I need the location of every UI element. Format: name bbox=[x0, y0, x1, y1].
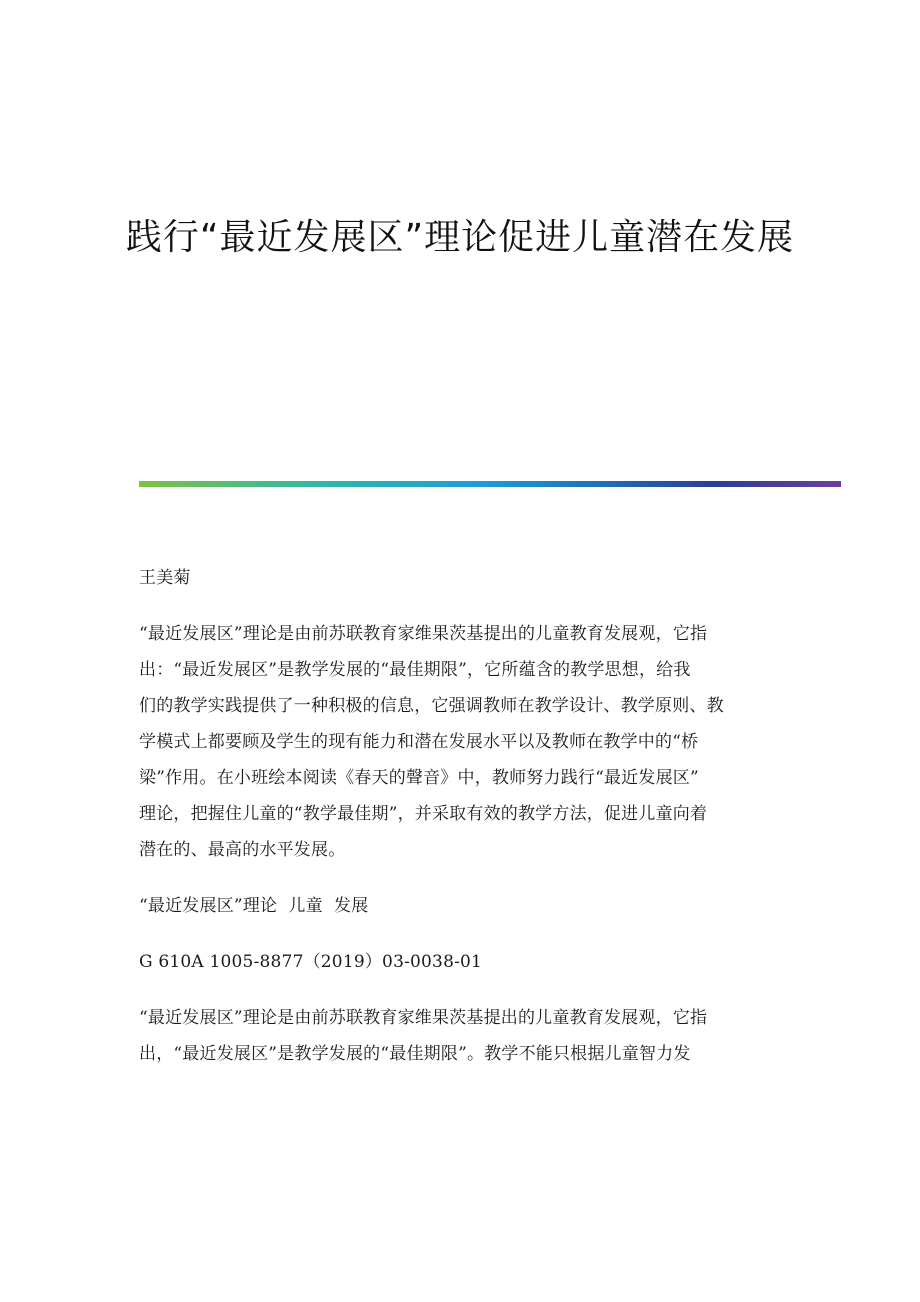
page-title: 践行“最近发展区”理论促进儿童潜在发展 bbox=[125, 217, 795, 258]
abstract-line: 理论，把握住儿童的“教学最佳期”，并采取有效的教学方法，促进儿童向着 bbox=[139, 804, 708, 824]
abstract-line: 们的教学实践提供了一种积极的信息，它强调教师在教学设计、教学原则、教 bbox=[139, 696, 724, 716]
keywords: “最近发展区”理论 儿童 发展 bbox=[139, 896, 369, 916]
abstract-line: 学模式上都要顾及学生的现有能力和潜在发展水平以及教师在教学中的“桥 bbox=[139, 732, 699, 752]
body-line: “最近发展区”理论是由前苏联教育家维果茨基提出的儿童教育发展观，它指 bbox=[139, 1008, 708, 1028]
abstract-line: “最近发展区”理论是由前苏联教育家维果茨基提出的儿童教育发展观，它指 bbox=[139, 624, 708, 644]
abstract-line: 出：“最近发展区”是教学发展的“最佳期限”，它所蕴含的教学思想，给我 bbox=[139, 660, 691, 680]
document-body bbox=[139, 560, 779, 1092]
abstract-line: 梁”作用。在小班绘本阅读《春天的聲音》中，教师努力践行“最近发展区” bbox=[139, 768, 699, 788]
author-name: 王美菊 bbox=[139, 568, 191, 588]
title-divider bbox=[139, 481, 841, 487]
abstract-line: 潜在的、最高的水平发展。 bbox=[139, 840, 346, 860]
classification-number: G 610A 1005-8877（2019）03-0038-01 bbox=[139, 952, 483, 972]
body-line: 出，“最近发展区”是教学发展的“最佳期限”。教学不能只根据儿童智力发 bbox=[139, 1044, 691, 1064]
abstract-paragraph bbox=[139, 616, 779, 868]
body-paragraph bbox=[139, 1000, 779, 1072]
